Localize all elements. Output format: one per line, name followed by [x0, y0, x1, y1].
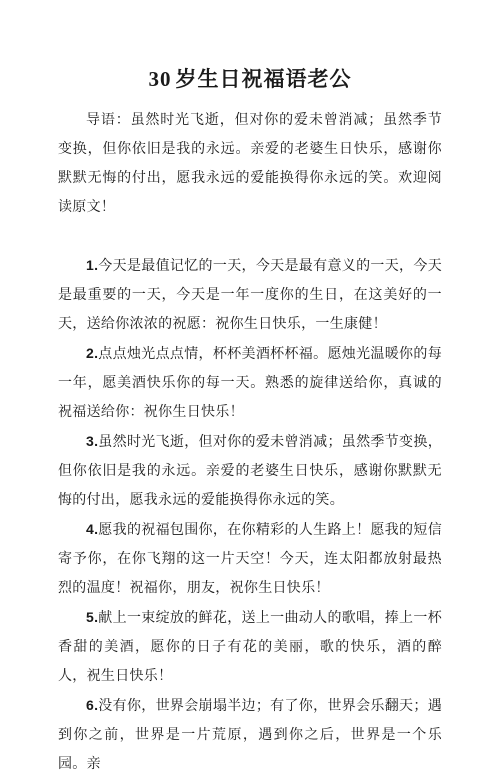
item-text: 今天是最值记忆的一天，今天是最有意义的一天，今天是最重要的一天，今天是一年一度你的生日，在这美好的一天，送给你浓浓的祝愿：祝你生日快乐，一生康健！: [58, 258, 442, 332]
intro-paragraph: 导语：虽然时光飞逝，但对你的爱未曾消减；虽然季节变换，但你依旧是我的永远。亲爱的老婆生日快乐，感谢你默默无悔的付出，愿我永远的爱能换得你永远的笑。欢迎阅读原文！: [58, 112, 442, 215]
item-index: 4.: [86, 521, 99, 537]
item-index: 3.: [86, 433, 99, 449]
list-item: [58, 427, 442, 515]
item-text: 点点烛光点点情，杯杯美酒杯杯福。愿烛光温暖你的每一年，愿美酒快乐你的每一天。熟悉的旋律送给你，真诚的祝福送给你：祝你生日快乐！: [58, 346, 442, 420]
item-text: 虽然时光飞逝，但对你的爱未曾消减；虽然季节变换，但你依旧是我的永远。亲爱的老婆生日快乐，感谢你默默无悔的付出，愿我永远的爱能换得你永远的笑。: [58, 434, 442, 508]
list-item: [58, 515, 442, 603]
item-text: 献上一束绽放的鲜花，送上一曲动人的歌唱，捧上一杯香甜的美酒，愿你的日子有花的美丽，歌的快乐，酒的醉人，祝生日快乐！: [58, 610, 442, 684]
item-index: 2.: [86, 345, 99, 361]
title-number: 30: [148, 67, 172, 91]
list-item: [58, 251, 442, 339]
item-index: 6.: [86, 697, 99, 713]
page-title: [58, 64, 442, 94]
item-text: 愿我的祝福包围你，在你精彩的人生路上！愿我的短信寄予你，在你飞翔的这一片天空！今天，连太阳都放射最热烈的温度！祝福你，朋友，祝你生日快乐！: [58, 522, 442, 596]
list-item: [58, 691, 442, 779]
item-index: 1.: [86, 257, 99, 273]
item-index: 5.: [86, 609, 99, 625]
list-item: [58, 603, 442, 691]
wish-list: [58, 251, 442, 779]
list-item: [58, 339, 442, 427]
title-text: 岁生日祝福语老公: [175, 66, 352, 91]
item-text: 没有你，世界会崩塌半边；有了你，世界会乐翻天；遇到你之前，世界是一片荒原，遇到你之后，世界是一个乐园。亲: [58, 698, 442, 772]
